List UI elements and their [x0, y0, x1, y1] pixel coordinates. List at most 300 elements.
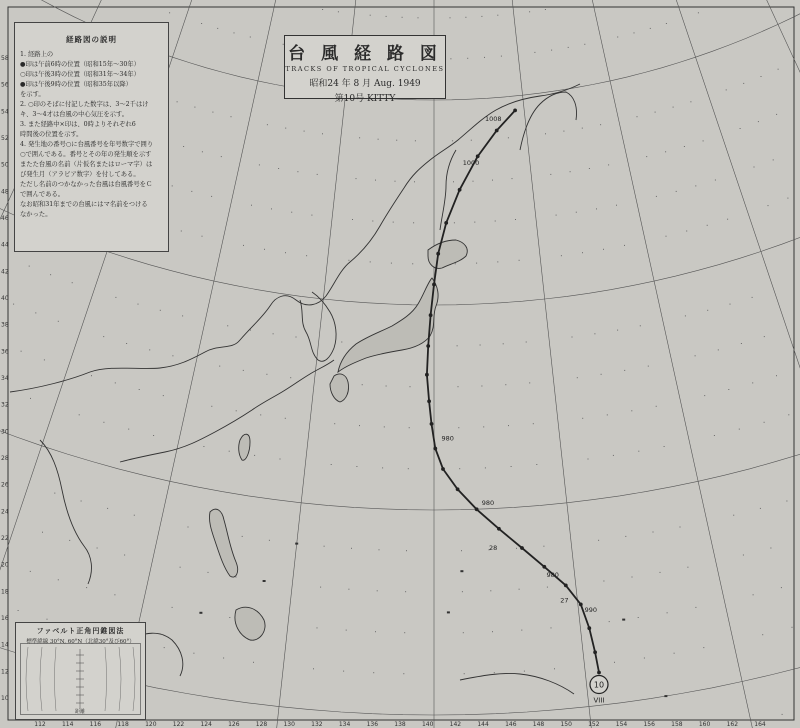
latitude-label: 32 — [1, 401, 9, 409]
grid-dot — [457, 345, 458, 346]
grid-dot — [614, 662, 615, 663]
grid-dot — [203, 446, 204, 447]
grid-dot — [348, 260, 349, 261]
latitude-label: 30 — [1, 428, 9, 436]
island-mark — [295, 543, 298, 545]
grid-dot — [253, 662, 254, 663]
longitude-label: 144 — [477, 721, 489, 728]
grid-dot — [251, 205, 252, 206]
grid-dot — [505, 384, 506, 385]
grid-dot — [343, 671, 344, 672]
latitude-label: 54 — [1, 108, 9, 116]
track-position-dot — [564, 584, 568, 588]
grid-dot — [266, 374, 267, 375]
grid-dot — [521, 630, 522, 631]
longitude-label: 126 — [228, 721, 240, 728]
grid-dot — [418, 17, 419, 18]
grid-dot — [730, 304, 731, 305]
grid-dot — [269, 540, 270, 541]
grid-dot — [35, 312, 36, 313]
track-position-dot — [456, 487, 460, 491]
latitude-label: 14 — [1, 641, 9, 649]
grid-dot — [761, 76, 762, 77]
scale-diagram — [20, 643, 141, 715]
track-position-dot — [427, 399, 431, 403]
grid-dot — [545, 133, 546, 134]
grid-dot — [582, 128, 583, 129]
longitude-label: 152 — [588, 721, 600, 728]
grid-dot — [707, 225, 708, 226]
island-mark — [199, 612, 202, 614]
grid-dot — [584, 44, 585, 45]
grid-dot — [370, 261, 371, 262]
grid-dot — [172, 185, 173, 186]
grid-dot — [188, 527, 189, 528]
grid-dot — [648, 366, 649, 367]
legend-line: ○印は午後3時の位置（昭和31年〜34年） — [20, 71, 140, 78]
grid-dot — [770, 548, 771, 549]
grid-dot — [372, 221, 373, 222]
grid-dot — [752, 297, 753, 298]
grid-dot — [690, 101, 691, 102]
track-position-dot — [432, 283, 436, 287]
longitude-label: 154 — [615, 721, 628, 728]
grid-dot — [753, 594, 754, 595]
grid-dot — [718, 349, 719, 350]
grid-dot — [568, 47, 569, 48]
grid-dot — [596, 208, 597, 209]
grid-dot — [182, 315, 183, 316]
grid-dot — [577, 377, 578, 378]
grid-dot — [646, 156, 647, 157]
grid-dot — [81, 501, 82, 502]
legend-lines — [15, 50, 168, 220]
grid-dot — [588, 459, 589, 460]
longitude-label: 134 — [338, 721, 351, 728]
grid-dot — [72, 282, 73, 283]
latitude-label: 38 — [1, 321, 9, 329]
title-panel — [284, 35, 446, 104]
longitude-label: 136 — [366, 721, 379, 728]
grid-dot — [324, 546, 325, 547]
grid-dot — [452, 140, 453, 141]
latitude-label: 48 — [1, 188, 9, 196]
grid-dot — [259, 164, 260, 165]
grid-dot — [30, 571, 31, 572]
grid-dot — [511, 466, 512, 467]
grid-dot — [297, 171, 298, 172]
latitude-label: 56 — [1, 81, 9, 89]
longitude-label: 146 — [505, 721, 517, 728]
latitude-label: 12 — [1, 668, 9, 676]
grid-dot — [551, 50, 552, 51]
legend-line: 1. 経路上の — [20, 51, 54, 58]
grid-dot — [405, 591, 406, 592]
grid-dot — [250, 37, 251, 38]
storm-name: 第10号 KITTY — [334, 94, 396, 104]
grid-dot — [391, 263, 392, 264]
island-mark — [622, 619, 625, 621]
grid-dot — [18, 610, 19, 611]
grid-dot — [134, 515, 135, 516]
latitude-label: 22 — [1, 535, 9, 542]
grid-dot — [764, 422, 765, 423]
grid-dot — [695, 185, 696, 186]
grid-dot — [191, 191, 192, 192]
grid-dot — [338, 11, 339, 12]
longitude-label: 148 — [532, 721, 545, 728]
grid-dot — [306, 255, 307, 256]
grid-dot — [375, 180, 376, 181]
grid-dot — [519, 260, 520, 261]
grid-dot — [322, 133, 323, 134]
grid-dot — [480, 345, 481, 346]
grid-dot — [739, 429, 740, 430]
track-position-dot — [542, 565, 546, 569]
legend-heading: 経路図の説明 — [66, 35, 117, 44]
latitude-label: 18 — [1, 588, 9, 596]
grid-dot — [462, 591, 463, 592]
grid-dot — [29, 266, 30, 267]
grid-dot — [250, 330, 251, 331]
legend-line: キ、3〜4才は台風の中心気圧を示す。 — [20, 111, 129, 118]
longitude-label: 114 — [61, 721, 74, 728]
longitude-label: 120 — [145, 721, 157, 728]
grid-dot — [741, 343, 742, 344]
legend-line: び発生月（アラビア数字）を付してある。 — [20, 171, 140, 178]
grid-dot — [551, 627, 552, 628]
grid-dot — [458, 427, 459, 428]
grid-dot — [124, 555, 125, 556]
grid-dot — [764, 336, 765, 337]
latitude-label: 44 — [1, 241, 9, 249]
grid-dot — [356, 178, 357, 179]
grid-dot — [243, 370, 244, 371]
grid-dot — [762, 634, 763, 635]
grid-dot — [236, 410, 237, 411]
grid-dot — [219, 366, 220, 367]
grid-dot — [653, 532, 654, 533]
legend-panel — [14, 22, 169, 252]
grid-dot — [616, 205, 617, 206]
grid-dot — [378, 139, 379, 140]
legend-line: なお昭和31年までの台風にはマ名前をつける — [20, 201, 148, 208]
grid-dot — [467, 58, 468, 59]
legend-line: 2. ○印のそばに付記した数字は、3〜2千はけ — [20, 101, 149, 108]
grid-dot — [242, 536, 243, 537]
grid-dot — [494, 672, 495, 673]
grid-dot — [459, 468, 460, 469]
grid-dot — [115, 297, 116, 298]
latitude-label: 16 — [1, 615, 9, 622]
grid-dot — [640, 325, 641, 326]
grid-dot — [280, 459, 281, 460]
grid-dot — [707, 310, 708, 311]
grid-dot — [570, 171, 571, 172]
grid-dot — [667, 612, 668, 613]
grid-dot — [234, 32, 235, 33]
latitude-label: 34 — [1, 375, 9, 382]
grid-dot — [481, 386, 482, 387]
legend-line: なかった。 — [20, 211, 52, 218]
grid-dot — [362, 384, 363, 385]
track-position-dot — [476, 154, 480, 158]
grid-dot — [115, 382, 116, 383]
grid-dot — [450, 17, 451, 18]
grid-dot — [231, 116, 232, 117]
grid-dot — [211, 406, 212, 407]
grid-dot — [768, 205, 769, 206]
grid-dot — [656, 196, 657, 197]
grid-dot — [375, 631, 376, 632]
track-position-dot — [425, 373, 429, 377]
track-position-dot — [441, 467, 445, 471]
track-position-dot — [426, 344, 430, 348]
grid-dot — [260, 414, 261, 415]
grid-dot — [395, 181, 396, 182]
legend-line: ●印は午前6時の位置（昭和15年〜30年） — [20, 61, 140, 68]
grid-dot — [406, 550, 407, 551]
longitude-label: 132 — [311, 721, 323, 728]
grid-dot — [631, 410, 632, 411]
grid-dot — [695, 355, 696, 356]
island-mark — [447, 611, 450, 613]
grid-dot — [617, 330, 618, 331]
grid-dot — [221, 156, 222, 157]
grid-dot — [164, 647, 165, 648]
grid-dot — [497, 261, 498, 262]
grid-dot — [512, 178, 513, 179]
latitude-label: 36 — [1, 348, 9, 356]
grid-dot — [483, 426, 484, 427]
grid-dot — [58, 321, 59, 322]
grid-dot — [382, 467, 383, 468]
grid-dot — [492, 180, 493, 181]
track-pressure-label: 980 — [481, 499, 495, 507]
grid-dot — [666, 236, 667, 237]
map-title-jp: 台 風 経 路 図 — [288, 44, 442, 64]
grid-dot — [788, 414, 789, 415]
grid-dot — [533, 423, 534, 424]
grid-dot — [536, 464, 537, 465]
grid-dot — [296, 337, 297, 338]
grid-dot — [267, 124, 268, 125]
grid-dot — [501, 56, 502, 57]
grid-dot — [776, 375, 777, 376]
grid-dot — [476, 263, 477, 264]
grid-dot — [792, 627, 793, 628]
longitude-label: 130 — [283, 721, 295, 728]
grid-dot — [114, 594, 115, 595]
grid-dot — [582, 418, 583, 419]
grid-dot — [103, 336, 104, 337]
grid-dot — [177, 101, 178, 102]
island-mark — [460, 570, 463, 572]
grid-dot — [625, 536, 626, 537]
grid-dot — [317, 174, 318, 175]
track-pressure-label: 1008 — [485, 115, 502, 123]
legend-line: ただし名前のつかなかった台風は台風番号をＣ — [20, 181, 153, 188]
grid-dot — [223, 658, 224, 659]
grid-dot — [311, 215, 312, 216]
grid-dot — [208, 572, 209, 573]
grid-dot — [484, 57, 485, 58]
grid-dot — [54, 493, 55, 494]
grid-dot — [782, 714, 783, 715]
grid-dot — [396, 140, 397, 141]
grid-dot — [529, 11, 530, 12]
grid-dot — [285, 128, 286, 129]
track-position-dot — [444, 221, 448, 225]
grid-dot — [359, 425, 360, 426]
grid-dot — [30, 398, 31, 399]
grid-dot — [453, 181, 454, 182]
grid-dot — [714, 435, 715, 436]
grid-dot — [163, 395, 164, 396]
grid-dot — [637, 116, 638, 117]
grid-dot — [377, 590, 378, 591]
grid-dot — [609, 621, 610, 622]
grid-dot — [273, 333, 274, 334]
grid-dot — [655, 112, 656, 113]
grid-dot — [495, 221, 496, 222]
grid-dot — [674, 653, 675, 654]
grid-dot — [384, 426, 385, 427]
grid-dot — [346, 630, 347, 631]
grid-dot — [370, 15, 371, 16]
projection-subtitle: 標準緯線 30°N, 60°N（北緯30°及び60°） — [26, 639, 135, 645]
grid-dot — [373, 672, 374, 673]
grid-dot — [644, 658, 645, 659]
grid-dot — [598, 540, 599, 541]
grid-dot — [632, 577, 633, 578]
track-position-dot — [593, 650, 597, 654]
grid-dot — [572, 337, 573, 338]
grid-dot — [534, 52, 535, 53]
grid-dot — [676, 191, 677, 192]
grid-dot — [254, 455, 255, 456]
grid-dot — [673, 107, 674, 108]
track-position-dot — [495, 129, 499, 133]
grid-dot — [393, 222, 394, 223]
grid-dot — [608, 164, 609, 165]
grid-dot — [181, 231, 182, 232]
longitude-label: 150 — [560, 721, 572, 728]
grid-dot — [408, 468, 409, 469]
grid-dot — [291, 212, 292, 213]
longitude-label: 116 — [89, 721, 102, 728]
grid-dot — [91, 375, 92, 376]
legend-line: 時間後の位置を示す。 — [20, 131, 83, 138]
grid-dot — [695, 607, 696, 608]
grid-dot — [778, 69, 779, 70]
grid-dot — [519, 589, 520, 590]
grid-dot — [698, 12, 699, 13]
longitude-label: 118 — [117, 721, 129, 728]
grid-dot — [516, 548, 517, 549]
track-position-dot — [475, 507, 479, 511]
grid-dot — [600, 124, 601, 125]
grid-dot — [728, 389, 729, 390]
longitude-label: 156 — [643, 721, 655, 728]
grid-dot — [202, 151, 203, 152]
grid-dot — [217, 28, 218, 29]
grid-dot — [236, 577, 237, 578]
latitude-label: 58 — [1, 55, 9, 62]
grid-dot — [754, 167, 755, 168]
grid-dot — [726, 89, 727, 90]
grid-dot — [497, 15, 498, 16]
island-mark — [664, 695, 667, 697]
grid-dot — [47, 619, 48, 620]
track-position-dot — [458, 188, 462, 192]
track-pressure-label: 27 — [560, 596, 569, 605]
grid-dot — [97, 548, 98, 549]
grid-dot — [554, 668, 555, 669]
grid-dot — [271, 208, 272, 209]
grid-dot — [149, 349, 150, 350]
latitude-label: 24 — [1, 508, 9, 516]
grid-dot — [126, 343, 127, 344]
grid-dot — [304, 131, 305, 132]
grid-dot — [461, 550, 462, 551]
grid-dot — [776, 114, 777, 115]
longitude-label: 162 — [726, 721, 739, 728]
grid-dot — [227, 325, 228, 326]
grid-dot — [455, 263, 456, 264]
grid-dot — [412, 263, 413, 264]
latitude-label: 10 — [1, 695, 9, 702]
grid-dot — [634, 32, 635, 33]
grid-dot — [594, 333, 595, 334]
typhoon-number: 10 — [593, 680, 605, 690]
grid-dot — [160, 310, 161, 311]
grid-dot — [665, 151, 666, 152]
grid-dot — [264, 249, 265, 250]
grid-dot — [359, 137, 360, 138]
grid-dot — [139, 389, 140, 390]
grid-dot — [607, 414, 608, 415]
grid-dot — [211, 196, 212, 197]
grid-dot — [773, 159, 774, 160]
grid-dot — [490, 590, 491, 591]
grid-dot — [58, 579, 59, 580]
grid-dot — [403, 673, 404, 674]
track-position-dot — [579, 603, 583, 607]
track-position-dot — [587, 626, 591, 630]
longitude-label: 164 — [754, 721, 766, 728]
grid-dot — [278, 168, 279, 169]
longitude-label: 140 — [421, 721, 434, 728]
latitude-label: 42 — [1, 268, 9, 276]
grid-dot — [656, 406, 657, 407]
track-pressure-label: 1000 — [462, 159, 480, 168]
grid-dot — [624, 370, 625, 371]
grid-dot — [760, 508, 761, 509]
latitude-label: 50 — [1, 161, 9, 169]
latitude-label: 46 — [1, 215, 9, 222]
grid-dot — [138, 304, 139, 305]
track-position-dot — [433, 447, 437, 451]
grid-dot — [21, 351, 22, 352]
grid-dot — [352, 219, 353, 220]
grid-dot — [193, 653, 194, 654]
grid-dot — [103, 422, 104, 423]
latitude-label: 20 — [1, 561, 9, 569]
grid-dot — [172, 607, 173, 608]
legend-line: ○で囲んである。番号とその年の発生順を示す — [20, 151, 152, 158]
grid-dot — [786, 501, 787, 502]
